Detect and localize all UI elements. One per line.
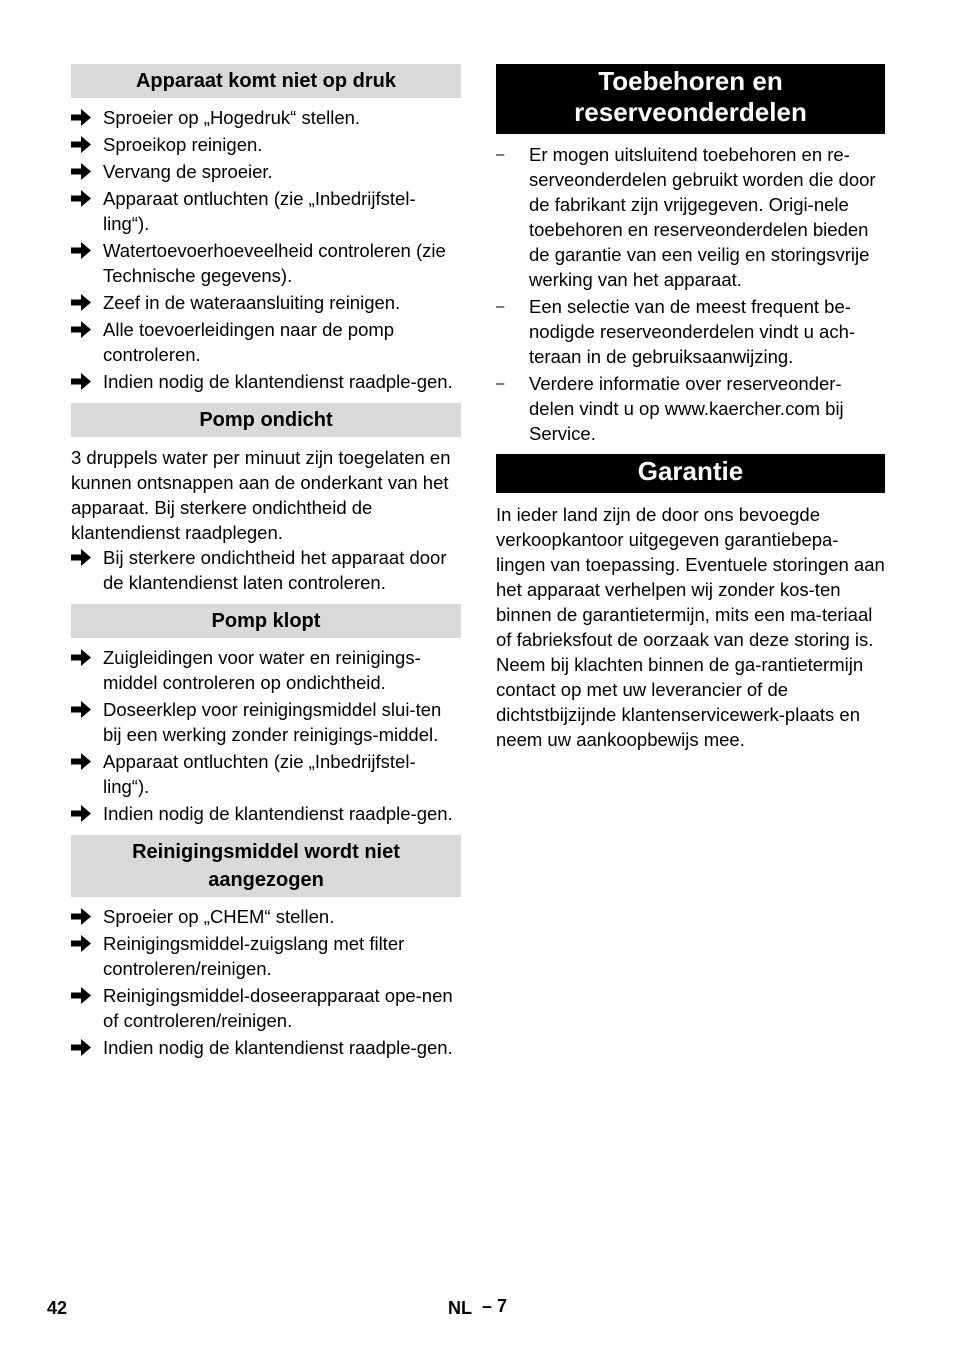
list-item xyxy=(71,317,461,367)
list-item-text: Alle toevoerleidingen naar de pomp controleren. xyxy=(103,319,395,365)
list-item xyxy=(71,369,461,394)
left-column xyxy=(71,64,461,1069)
dash-bullet: – xyxy=(496,146,505,163)
list-item xyxy=(71,801,461,826)
dash-bullet: – xyxy=(496,375,505,392)
list-item xyxy=(71,1035,461,1060)
paragraph-pump-leaking: 3 druppels water per minuut zijn toegelaten en kunnen ontsnappen aan de onderkant van het apparaat. Bij sterkere ondichtheid de klantendienst raadplegen. xyxy=(71,447,451,543)
arrow-right-icon xyxy=(71,163,91,180)
list-item-text: Sproeier op „CHEM“ stellen. xyxy=(103,906,335,927)
checklist-no-pressure xyxy=(71,105,461,394)
arrow-right-icon xyxy=(71,373,91,390)
arrow-right-icon xyxy=(71,136,91,153)
list-item-text: Vervang de sproeier. xyxy=(103,161,273,182)
list-item xyxy=(71,983,461,1033)
list-item-text: Bij sterkere ondichtheid het apparaat door de klantendienst laten controleren. xyxy=(103,547,447,593)
list-item xyxy=(496,371,885,446)
dash-bullet: – xyxy=(496,298,505,315)
list-item xyxy=(71,749,461,799)
list-item xyxy=(71,645,461,695)
section-heading-detergent-not-sucked: Reinigingsmiddel wordt niet aangezogen xyxy=(71,835,461,897)
list-item-text: Zeef in de wateraansluiting reinigen. xyxy=(103,292,401,313)
section-heading-pump-leaking: Pomp ondicht xyxy=(71,403,461,437)
section-page-number: – 7 xyxy=(482,1296,508,1316)
list-item xyxy=(71,290,461,315)
section-heading-accessories: Toebehoren en reserveonderdelen xyxy=(496,64,885,134)
list-item-text: Apparaat ontluchten (zie „Inbedrijfstel-ling“). xyxy=(103,188,416,234)
paragraph-warranty: In ieder land zijn de door ons bevoegde verkoopkantoor uitgegeven garantiebepa-lingen van toepassing. Eventuele storingen aan het apparaat verhelpen wij zonder kos-ten binnen de garantietermijn, mits een ma-teriaal of fabrieksfout de oorzaak van deze storing is. Neem bij klachten binnen de ga-rantietermijn contact op met uw leverancier of de dichtstbijzijnde klantenservicewerk-plaats en neem uw aankoopbewijs mee. xyxy=(496,504,885,750)
page-number: 42 xyxy=(47,1298,68,1318)
arrow-right-icon xyxy=(71,935,91,952)
list-item xyxy=(496,294,885,369)
right-column xyxy=(496,64,885,752)
list-item-text: Reinigingsmiddel-doseerapparaat ope-nen of controleren/reinigen. xyxy=(103,985,453,1031)
checklist-pump-knocks xyxy=(71,645,461,826)
arrow-right-icon xyxy=(71,649,91,666)
list-item xyxy=(71,545,461,595)
list-item xyxy=(71,159,461,184)
list-item xyxy=(496,142,885,292)
list-item-text: Apparaat ontluchten (zie „Inbedrijfstel-ling“). xyxy=(103,751,416,797)
list-item xyxy=(71,931,461,981)
list-item-text: Sproeier op „Hogedruk“ stellen. xyxy=(103,107,361,128)
list-item xyxy=(71,697,461,747)
arrow-right-icon xyxy=(71,109,91,126)
arrow-right-icon xyxy=(71,987,91,1004)
list-item xyxy=(71,186,461,236)
arrow-right-icon xyxy=(71,1039,91,1056)
list-item-text: Indien nodig de klantendienst raadple-gen. xyxy=(103,1037,453,1058)
list-item-text: Verdere informatie over reserveonder-delen vindt u op www.kaercher.com bij Service. xyxy=(529,373,844,444)
list-item-text: Reinigingsmiddel-zuigslang met filter controleren/reinigen. xyxy=(103,933,405,979)
list-item xyxy=(71,904,461,929)
arrow-right-icon xyxy=(71,321,91,338)
list-item-text: Doseerklep voor reinigingsmiddel slui-ten bij een werking zonder reinigings-middel. xyxy=(103,699,442,745)
language-code: NL xyxy=(448,1298,472,1318)
arrow-right-icon xyxy=(71,805,91,822)
list-item xyxy=(71,132,461,157)
arrow-right-icon xyxy=(71,242,91,259)
list-item xyxy=(71,238,461,288)
list-item xyxy=(71,105,461,130)
section-heading-pump-knocks: Pomp klopt xyxy=(71,604,461,638)
arrow-right-icon xyxy=(71,294,91,311)
arrow-right-icon xyxy=(71,753,91,770)
list-item-text: Watertoevoerhoeveelheid controleren (zie Technische gegevens). xyxy=(103,240,446,286)
section-heading-warranty: Garantie xyxy=(496,454,885,493)
list-item-text: Een selectie van de meest frequent be-nodigde reserveonderdelen vindt u ach-teraan in de gebruiksaanwijzing. xyxy=(529,296,856,367)
accessories-list xyxy=(496,142,885,446)
list-item-text: Er mogen uitsluitend toebehoren en re-serveonderdelen gebruikt worden die door de fabrikant zijn vrijgegeven. Origi-nele toebehoren en reserveonderdelen bieden de garantie van een veilig en storingsvrije werking van het apparaat. xyxy=(529,144,876,290)
section-heading-no-pressure: Apparaat komt niet op druk xyxy=(71,64,461,98)
arrow-right-icon xyxy=(71,701,91,718)
list-item-text: Zuigleidingen voor water en reinigings-middel controleren op ondichtheid. xyxy=(103,647,421,693)
arrow-right-icon xyxy=(71,908,91,925)
list-item-text: Indien nodig de klantendienst raadple-gen. xyxy=(103,371,453,392)
arrow-right-icon xyxy=(71,549,91,566)
arrow-right-icon xyxy=(71,190,91,207)
checklist-pump-leaking xyxy=(71,545,461,595)
list-item-text: Indien nodig de klantendienst raadple-gen. xyxy=(103,803,453,824)
checklist-detergent xyxy=(71,904,461,1060)
list-item-text: Sproeikop reinigen. xyxy=(103,134,263,155)
